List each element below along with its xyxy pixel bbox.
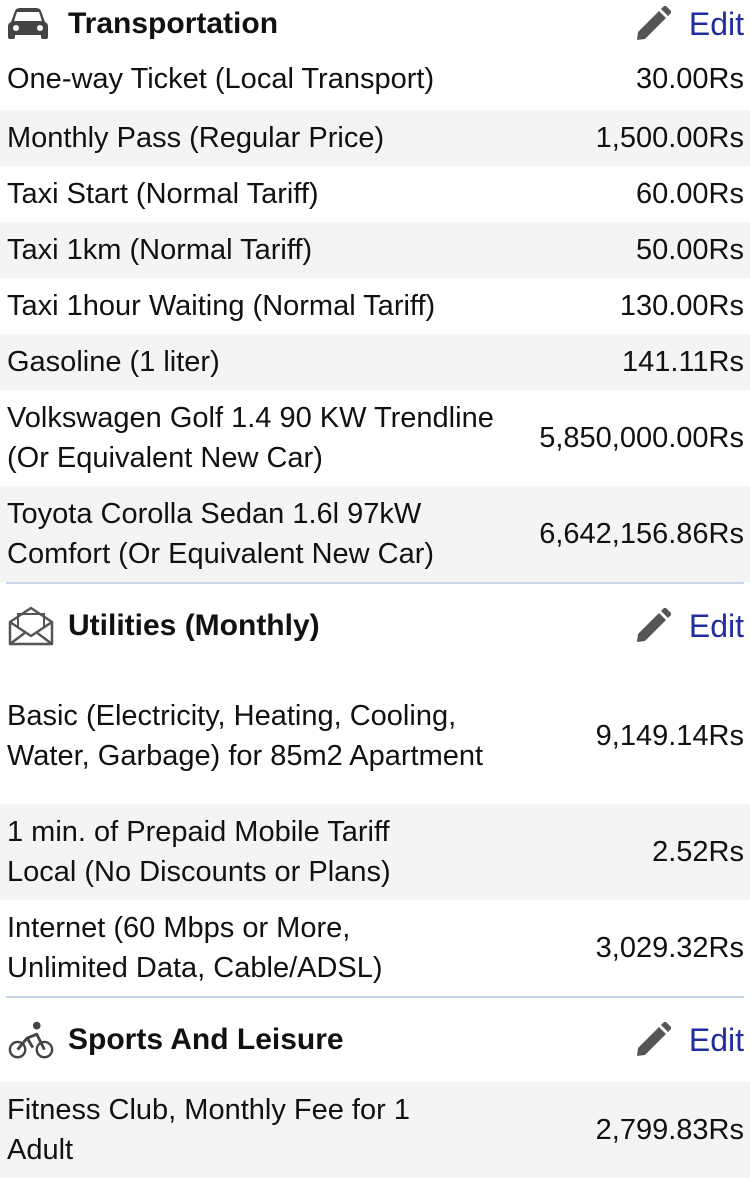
section-title: Sports And Leisure	[68, 1023, 344, 1056]
row-label: Monthly Pass (Regular Price)	[7, 122, 385, 154]
edit-label: Edit	[688, 607, 744, 644]
row-label: Fitness Club, Monthly Fee for 1 Adult	[7, 1094, 410, 1166]
section-title: Transportation	[68, 7, 279, 40]
cyclist-icon	[8, 1020, 54, 1060]
row-label: Gasoline (1 liter)	[7, 346, 220, 378]
row-value: 130.00Rs	[619, 290, 744, 322]
row-value: 30.00Rs	[635, 63, 744, 95]
table-row	[0, 334, 750, 390]
row-value: 2,799.83Rs	[595, 1114, 744, 1146]
edit-utilities-button[interactable]	[635, 608, 744, 645]
section-title: Utilities (Monthly)	[68, 609, 320, 642]
row-label: Basic (Electricity, Heating, Cooling, Water, Garbage) for 85m2 Apartment	[7, 700, 484, 772]
row-label: Taxi Start (Normal Tariff)	[7, 178, 319, 210]
row-label: Volkswagen Golf 1.4 90 KW Trendline (Or Equivalent New Car)	[7, 402, 494, 474]
pencil-icon	[635, 1022, 671, 1058]
row-value: 6,642,156.86Rs	[539, 518, 744, 550]
table-row	[0, 110, 750, 166]
pencil-icon	[635, 6, 671, 42]
table-row	[0, 668, 750, 804]
row-value: 5,850,000.00Rs	[539, 422, 744, 454]
sports-header	[0, 998, 750, 1082]
edit-label: Edit	[688, 5, 744, 42]
row-value: 2.52Rs	[652, 836, 744, 868]
table-row	[0, 804, 750, 900]
row-label: One-way Ticket (Local Transport)	[7, 63, 435, 95]
row-value: 3,029.32Rs	[595, 932, 744, 964]
car-icon	[8, 4, 54, 44]
pencil-icon	[635, 608, 671, 644]
table-row	[0, 390, 750, 486]
table-row	[0, 166, 750, 222]
edit-transportation-button[interactable]	[635, 6, 744, 43]
row-label: Taxi 1hour Waiting (Normal Tariff)	[7, 290, 436, 322]
row-value: 141.11Rs	[622, 346, 744, 378]
row-label: Internet (60 Mbps or More, Unlimited Data, Cable/ADSL)	[7, 912, 383, 984]
table-row	[0, 48, 750, 110]
edit-sports-button[interactable]	[635, 1022, 744, 1059]
transportation-header	[0, 0, 750, 48]
table-row	[0, 486, 750, 582]
envelope-icon	[8, 606, 54, 646]
row-label: 1 min. of Prepaid Mobile Tariff Local (No Discounts or Plans)	[7, 816, 391, 888]
row-label: Toyota Corolla Sedan 1.6l 97kW Comfort (Or Equivalent New Car)	[7, 498, 435, 570]
table-row	[0, 900, 750, 996]
row-label: Taxi 1km (Normal Tariff)	[7, 234, 313, 266]
row-value: 9,149.14Rs	[595, 720, 744, 752]
row-value: 60.00Rs	[635, 178, 744, 210]
row-value: 1,500.00Rs	[595, 122, 744, 154]
edit-label: Edit	[688, 1021, 744, 1058]
table-row	[0, 222, 750, 278]
row-value: 50.00Rs	[635, 234, 744, 266]
table-row	[0, 278, 750, 334]
table-row	[0, 1082, 750, 1178]
utilities-header	[0, 584, 750, 668]
